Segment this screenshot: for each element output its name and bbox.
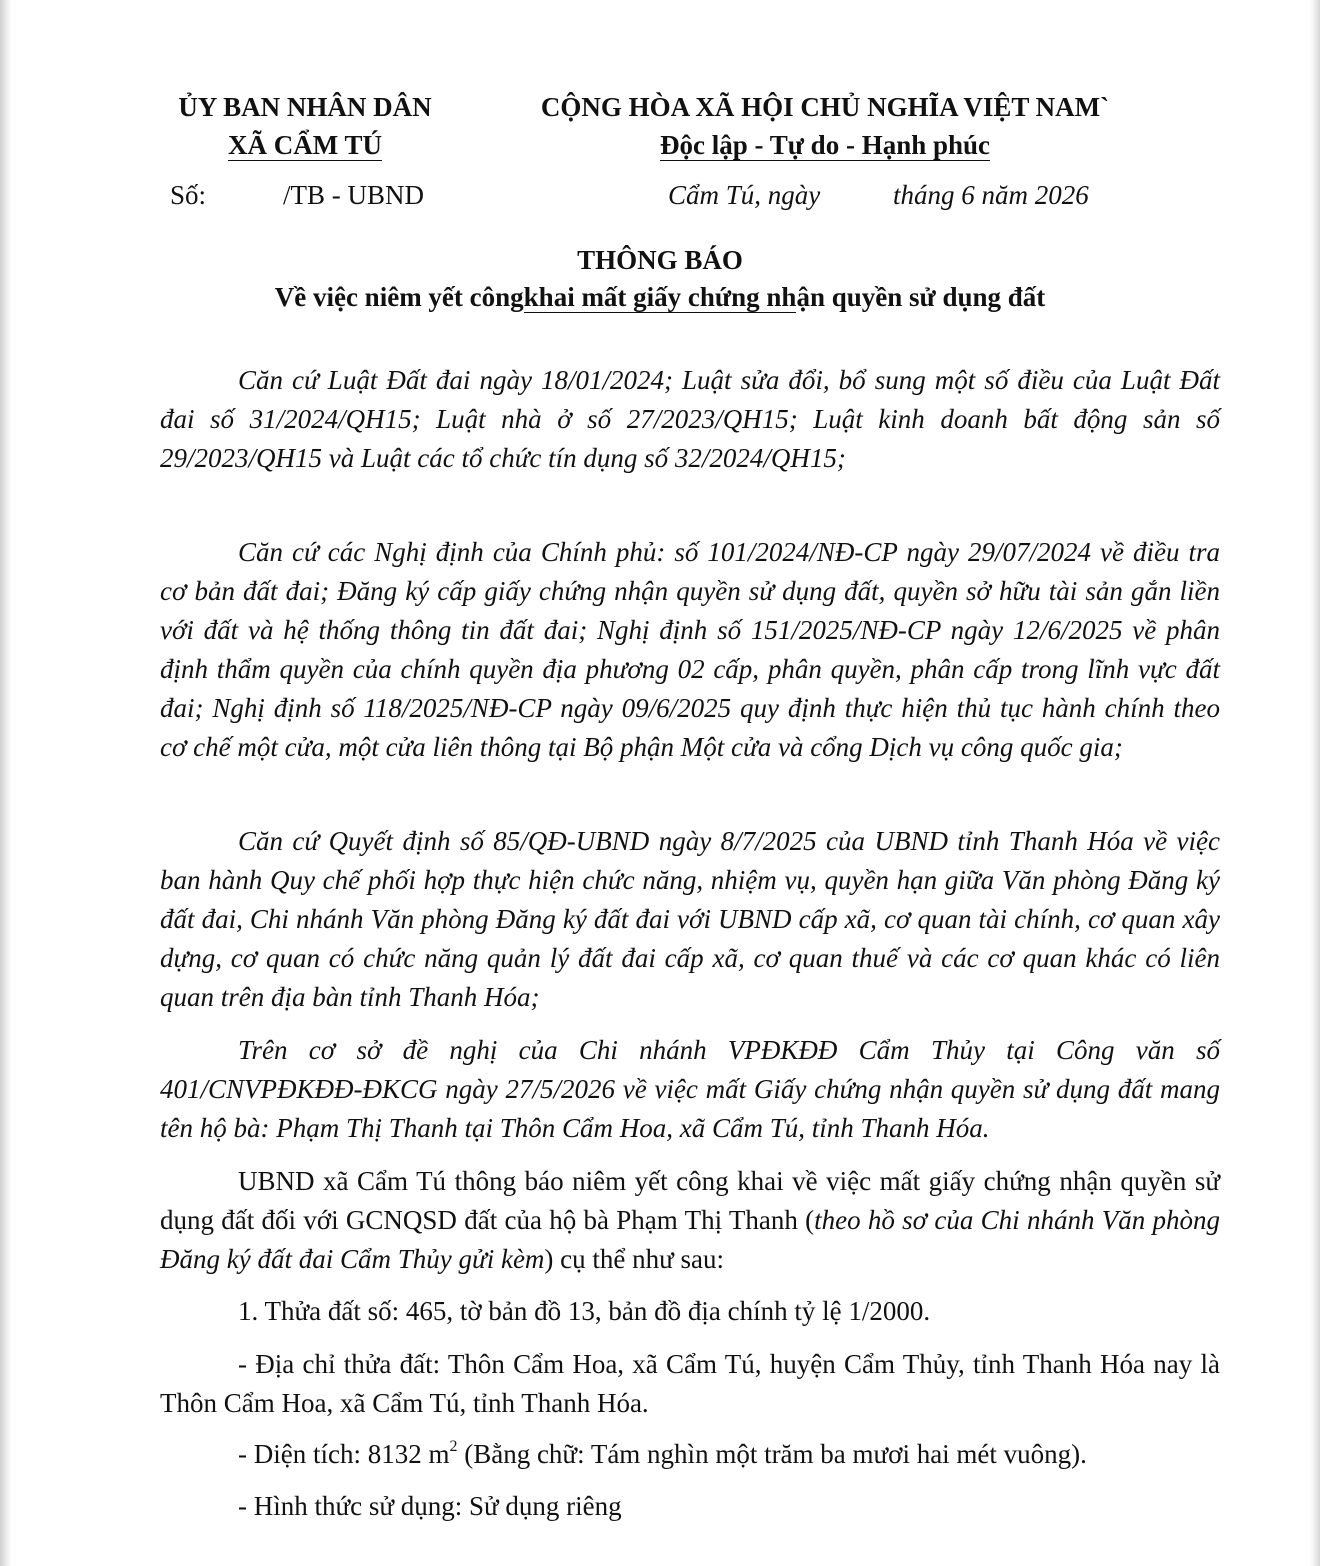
commune-name: XÃ CẨM TÚ <box>228 130 382 160</box>
national-motto: Độc lập - Tự do - Hạnh phúc <box>659 130 991 160</box>
parcel-info: 1. Thửa đất số: 465, tờ bản đồ 13, bản đồ địa chính tỷ lệ 1/2000. <box>238 1296 931 1326</box>
usage-form: - Hình thức sử dụng: Sử dụng riêng <box>238 1491 622 1521</box>
place-date-month-year: tháng 6 năm 2026 <box>893 180 1089 210</box>
page-edge-left <box>0 0 12 1566</box>
page-edge-right <box>1310 0 1320 1566</box>
place-date: Cẩm Tú, ngày <box>668 180 821 210</box>
legal-basis-1: Căn cứ Luật Đất đai ngày 18/01/2024; Luật sửa đổi, bổ sung một số điều của Luật Đất đai số 31/2024/QH15; Luật nhà ở số 27/2023/QH15; Luật kinh doanh bất động sản số 29/2023/QH15 và Luật các tổ chức tín dụng số 32/2024/QH15; <box>160 365 1220 473</box>
agency-name: ỦY BAN NHÂN DÂN <box>178 92 432 122</box>
agency-header <box>150 88 460 164</box>
national-title: CỘNG HÒA XÃ HỘI CHỦ NGHĨA VIỆT NAM` <box>540 92 1110 122</box>
parcel-area: - Diện tích: 8132 $m^2$ (Bằng chữ: Tám nghìn một trăm ba mươi hai mét vuông). <box>238 1438 1087 1469</box>
legal-basis-3: Căn cứ Quyết định số 85/QĐ-UBND ngày 8/7/2025 của UBND tỉnh Thanh Hóa về việc ban hành Quy chế phối hợp thực hiện chức năng, nhiệm vụ, quyền hạn giữa Văn phòng Đăng ký đất đai, Chi nhánh Văn phòng Đăng ký đất đai với UBND cấp xã, cơ quan tài chính, cơ quan xây dựng, cơ quan có chức năng quản lý đất đai cấp xã, cơ quan thuế và các cơ quan khác có liên quan trên địa bàn tỉnh Thanh Hóa; <box>160 826 1220 1012</box>
legal-basis-2: Căn cứ các Nghị định của Chính phủ: số 101/2024/NĐ-CP ngày 29/07/2024 về điều tra cơ bản đất đai; Đăng ký cấp giấy chứng nhận quyền sử dụng đất, quyền sở hữu tài sản gắn liền với đất và hệ thống thông tin đất đai; Nghị định số 151/2025/NĐ-CP ngày 12/6/2025 về phân định thẩm quyền của chính quyền địa phương 02 cấp, phân quyền, phân cấp trong lĩnh vực đất đai; Nghị định số 118/2025/NĐ-CP ngày 09/6/2025 quy định thực hiện thủ tục hành chính theo cơ chế một cửa, một cửa liên thông tại Bộ phận Một cửa và cổng Dịch vụ công quốc gia; <box>160 537 1220 762</box>
document-title: THÔNG BÁO <box>577 245 743 275</box>
parcel-address: - Địa chỉ thửa đất: Thôn Cẩm Hoa, xã Cẩm Tú, huyện Cẩm Thủy, tỉnh Thanh Hóa nay là Thôn Cẩm Hoa, xã Cẩm Tú, tỉnh Thanh Hóa. <box>160 1349 1220 1418</box>
announcement-paragraph: UBND xã Cẩm Tú thông báo niêm yết công khai về việc mất giấy chứng nhận quyền sử dụng đất đối với GCNQSD đất của hộ bà Phạm Thị Thanh (theo hồ sơ của Chi nhánh Văn phòng Đăng ký đất đai Cẩm Thủy gửi kèm) cụ thể như sau: <box>160 1166 1221 1274</box>
proposal-basis: Trên cơ sở đề nghị của Chi nhánh VPĐKĐĐ Cẩm Thủy tại Công văn số 401/CNVPĐKĐĐ-ĐKCG ngày 27/5/2026 về việc mất Giấy chứng nhận quyền sử dụng đất mang tên hộ bà: Phạm Thị Thanh tại Thôn Cẩm Hoa, xã Cẩm Tú, tỉnh Thanh Hóa. <box>160 1035 1220 1143</box>
document-subject: Về việc niêm yết côngkhai mất giấy chứng nhận quyền sử dụng đất <box>274 282 1046 312</box>
document-number: /TB - UBND <box>283 180 424 210</box>
document-number-label: Số: <box>170 180 207 210</box>
national-header <box>490 88 1160 164</box>
